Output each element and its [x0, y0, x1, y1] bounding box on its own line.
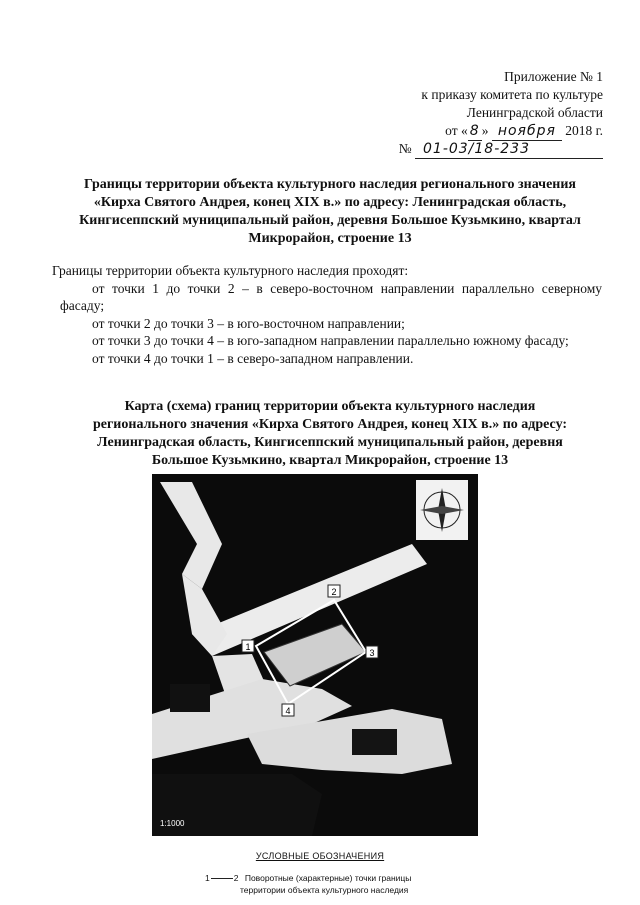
point-label-4: 4 — [285, 706, 291, 716]
point-marker-2 — [328, 585, 340, 597]
point-label-2: 2 — [331, 587, 337, 597]
doc-title — [40, 176, 620, 248]
date-day: 8 — [468, 123, 482, 141]
legend-symbol-end: 2 — [233, 873, 239, 883]
doc-title-line-4: Микрорайон, строение 13 — [248, 231, 412, 246]
map-title-line-2: регионального значения «Кирха Святого Андрея, конец XIX в.» по адресу: — [92, 417, 568, 432]
number-value: 01-03/18-233 — [415, 141, 603, 159]
legend-row — [205, 872, 411, 884]
point-marker-4 — [282, 704, 294, 716]
point-label-3: 3 — [369, 648, 375, 658]
region-name: Ленинградской области — [466, 105, 603, 120]
date-year: 2018 г. — [565, 123, 603, 138]
map-title-line-3: Ленинградская область, Кингисеппский муниципальный район, деревня — [97, 435, 563, 450]
legend-line-symbol — [211, 878, 233, 879]
boundary-map — [152, 474, 478, 836]
legend-title: УСЛОВНЫЕ ОБОЗНАЧЕНИЯ — [255, 851, 385, 861]
date-month: ноября — [492, 123, 562, 141]
order-number — [399, 140, 603, 159]
appendix-label: Приложение № 1 — [504, 69, 603, 84]
point-marker-3 — [366, 646, 378, 658]
boundary-segment-2: от точки 2 до точки 3 – в юго-восточном направлении; — [92, 315, 405, 331]
boundary-intro: Границы территории объекта культурного наследия проходят: — [52, 263, 409, 278]
legend — [205, 872, 411, 896]
legend-symbol-start: 1 — [205, 873, 210, 883]
doc-title-line-3: Кингисеппский муниципальный район, деревня Большое Кузьмкино, квартал — [79, 213, 581, 228]
order-reference: к приказу комитета по культуре — [421, 87, 603, 102]
date-mid: » — [481, 123, 489, 138]
building-west — [170, 684, 210, 712]
building-south-east — [352, 729, 397, 755]
doc-title-line-1: Границы территории объекта культурного наследия регионального значения — [83, 177, 576, 192]
map-scale: 1:1000 — [160, 819, 185, 828]
boundary-segment-4: от точки 4 до точки 1 – в северо-западном направлении. — [92, 350, 414, 366]
number-label: № — [398, 141, 412, 156]
order-date — [445, 122, 603, 141]
legend-text-1: Поворотные (характерные) точки границы — [244, 873, 412, 883]
boundary-segment-1: от точки 1 до точки 2 – в северо-восточном направлении параллельно северному фасаду; — [60, 280, 602, 313]
point-marker-1 — [242, 640, 254, 652]
date-prefix: от « — [445, 123, 468, 138]
map-title-line-4: Большое Кузьмкино, квартал Микрорайон, строение 13 — [151, 453, 509, 468]
point-label-1: 1 — [245, 642, 251, 652]
boundary-description — [52, 262, 602, 367]
legend-text-2: территории объекта культурного наследия — [240, 885, 409, 895]
doc-title-line-2: «Кирха Святого Андрея, конец XIX в.» по адресу: Ленинградская область, — [93, 195, 567, 210]
map-title — [40, 398, 620, 470]
map-title-line-1: Карта (схема) границ территории объекта культурного наследия — [124, 399, 536, 414]
boundary-segment-3: от точки 3 до точки 4 – в юго-западном направлении параллельно южному фасаду; — [92, 333, 569, 348]
